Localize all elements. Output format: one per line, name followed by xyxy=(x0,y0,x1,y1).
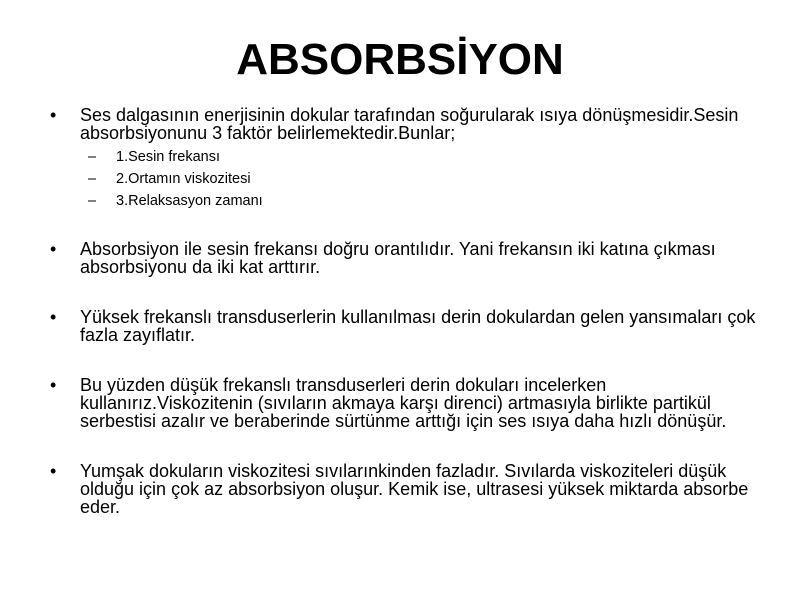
bullet-text: Yüksek frekanslı transduserlerin kullanılması derin dokulardan gelen yansımaları çok fazla zayıflatır. xyxy=(80,307,756,345)
dash-marker: – xyxy=(88,193,97,209)
sub-item xyxy=(50,168,760,190)
bullet-dot: • xyxy=(50,307,57,327)
sub-item xyxy=(50,146,760,168)
spacer xyxy=(50,430,760,462)
bullet-item xyxy=(50,462,760,516)
bullet-dot: • xyxy=(50,239,57,259)
bullet-item xyxy=(50,308,760,344)
dash-marker: – xyxy=(88,149,97,165)
bullet-dot: • xyxy=(50,105,57,125)
sub-item-text: 1.Sesin frekansı xyxy=(116,149,220,165)
sub-item-text: 2.Ortamın viskozitesi xyxy=(116,171,251,187)
bullet-text: Bu yüzden düşük frekanslı transduserleri derin dokuları incelerken kullanırız.Viskozitenin (sıvıların akmaya karşı direnci) artmasıyla birlikte partikül serbestisi azalır ve beraberinde sürtünme arttığı için ses ısıya daha hızlı dönüşür. xyxy=(80,375,727,431)
slide-title: ABSORBSİYON xyxy=(236,35,564,84)
bullet-text: Yumşak dokuların viskozitesi sıvılarınkinden fazladır. Sıvılarda viskoziteleri düşük olduğu için çok az absorbsiyon oluşur. Kemik ise, ultrasesi yüksek miktarda absorbe eder. xyxy=(80,461,749,517)
sub-item-text: 3.Relaksasyon zamanı xyxy=(116,193,263,209)
bullet-text: Ses dalgasının enerjisinin dokular tarafından soğurularak ısıya dönüşmesidir.Sesin absorbsiyonunu 3 faktör belirlemektedir.Bunlar; xyxy=(80,105,739,143)
bullet-dot: • xyxy=(50,375,57,395)
spacer xyxy=(50,212,760,240)
spacer xyxy=(50,344,760,376)
bullet-text: Absorbsiyon ile sesin frekansı doğru orantılıdır. Yani frekansın iki katına çıkması absorbsiyonu da iki kat arttırır. xyxy=(80,239,716,277)
dash-marker: – xyxy=(88,171,97,187)
bullet-dot: • xyxy=(50,461,57,481)
bullet-item xyxy=(50,376,760,430)
sub-item xyxy=(50,190,760,212)
sub-list xyxy=(50,146,760,212)
slide-body xyxy=(50,106,760,516)
spacer xyxy=(50,276,760,308)
bullet-item xyxy=(50,106,760,142)
bullet-item xyxy=(50,240,760,276)
